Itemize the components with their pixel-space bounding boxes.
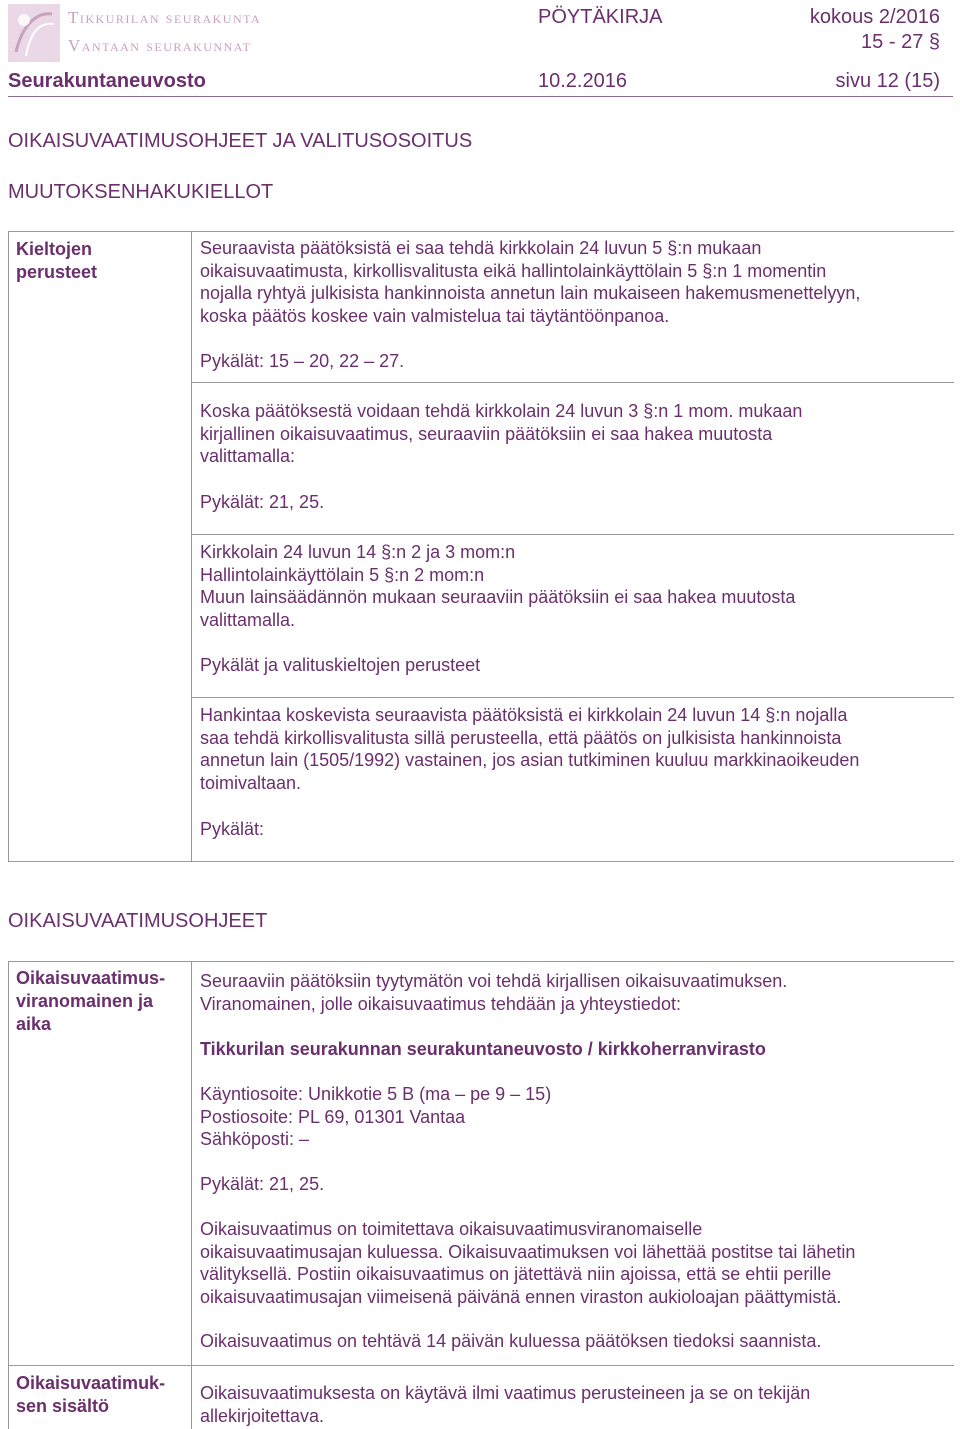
contact-details xyxy=(200,1083,551,1151)
content-label: Oikaisuvaatimuk- sen sisältö xyxy=(16,1373,166,1416)
meeting-number: kokous 2/2016 xyxy=(809,6,940,28)
text-line: oikaisuvaatimusta, kirkollisvalitusta eikä hallintolainkäyttölain 5 §:n 1 momentin xyxy=(200,260,827,281)
page-number: sivu 12 (15) xyxy=(835,70,940,92)
board-name: Seurakuntaneuvosto xyxy=(8,70,206,92)
instructions-intro xyxy=(200,970,787,1015)
text-line: valittamalla. xyxy=(200,609,296,630)
bans-paragraph-1 xyxy=(200,237,860,327)
row-divider xyxy=(192,697,954,698)
section-range: 15 - 27 § xyxy=(861,31,940,53)
text-line: annetun lain (1505/1992) vastainen, jos asian tutkiminen kuuluu markkinaoikeuden xyxy=(200,750,860,770)
email: Sähköposti: – xyxy=(200,1129,310,1149)
bans-sections-4: Pykälät: xyxy=(200,819,265,839)
page-title: OIKAISUVAATIMUSOHJEET JA VALITUSOSOITUS xyxy=(8,130,473,152)
meeting-date: 10.2.2016 xyxy=(538,70,627,92)
visiting-address: Käyntiosoite: Unikkotie 5 B (ma – pe 9 – 15) xyxy=(200,1084,552,1104)
text-line: nojalla ryhtyä julkisista hankinnoista annetun lain mukaiseen hakemusmenettelyyn, xyxy=(200,283,861,303)
instructions-table xyxy=(8,961,954,1429)
header-divider xyxy=(8,96,953,97)
text-line: Viranomainen, jolle oikaisuvaatimus tehdään ja yhteystiedot: xyxy=(200,993,681,1014)
bans-paragraph-3 xyxy=(200,541,795,631)
bans-sections-3: Pykälät ja valituskieltojen perusteet xyxy=(200,655,481,675)
row-divider xyxy=(192,382,954,383)
column-divider xyxy=(191,962,192,1429)
text-line: välityksellä. Postiin oikaisuvaatimus on jätettävä niin ajoissa, että se ehtii perille xyxy=(200,1264,832,1284)
text-line: Oikaisuvaatimuksesta on käytävä ilmi vaatimus perusteineen ja se on tekijän xyxy=(200,1383,811,1403)
text-line: Muun lainsäädännön mukaan seuraaviin päätöksiin ei saa hakea muutosta xyxy=(200,587,796,607)
text-line: Koska päätöksestä voidaan tehdä kirkkolain 24 luvun 3 §:n 1 mom. mukaan xyxy=(200,401,803,421)
content-requirements xyxy=(200,1382,810,1427)
text-line: koska päätös koskee vain valmistelua tai täytäntöönpanoa. xyxy=(200,305,670,326)
bans-paragraph-4 xyxy=(200,704,859,794)
bans-paragraph-2 xyxy=(200,400,802,468)
parish-name: Tikkurilan seurakunta xyxy=(68,8,262,27)
section-heading-instructions: OIKAISUVAATIMUSOHJEET xyxy=(8,910,268,932)
bans-table xyxy=(8,231,954,862)
instructions-sections: Pykälät: 21, 25. xyxy=(200,1174,325,1194)
deadline-text: Oikaisuvaatimus on tehtävä 14 päivän kuluessa päätöksen tiedoksi saannista. xyxy=(200,1331,822,1351)
text-line: Hallintolainkäyttölain 5 §:n 2 mom:n xyxy=(200,564,485,585)
text-line: Seuraaviin päätöksiin tyytymätön voi tehdä kirjallisen oikaisuvaatimuksen. xyxy=(200,971,788,991)
parish-union-name: Vantaan seurakunnat xyxy=(68,36,252,55)
text-line: allekirjoitettava. xyxy=(200,1405,325,1426)
text-line: Kirkkolain 24 luvun 14 §:n 2 ja 3 mom:n xyxy=(200,542,516,562)
parish-logo xyxy=(8,4,60,62)
text-line: Oikaisuvaatimus on toimitettava oikaisuvaatimusviranomaiselle xyxy=(200,1219,703,1239)
bans-sections-2: Pykälät: 21, 25. xyxy=(200,492,325,512)
text-line: oikaisuvaatimusajan kuluessa. Oikaisuvaatimuksen voi lähettää postitse tai lähetin xyxy=(200,1241,856,1262)
row-divider xyxy=(192,534,954,535)
column-divider xyxy=(191,232,192,861)
document-type: PÖYTÄKIRJA xyxy=(538,6,663,28)
bans-grounds-label: Kieltojen perusteet xyxy=(16,239,98,282)
text-line: saa tehdä kirkollisvalitusta sillä perusteella, että päätös on julkisista hankinnoista xyxy=(200,727,842,748)
postal-address: Postiosoite: PL 69, 01301 Vantaa xyxy=(200,1106,466,1127)
text-line: Seuraavista päätöksistä ei saa tehdä kirkkolain 24 luvun 5 §:n mukaan xyxy=(200,238,762,258)
text-line: oikaisuvaatimusajan viimeisenä päivänä ennen viraston aukioloajan päättymistä. xyxy=(200,1286,842,1307)
text-line: kirjallinen oikaisuvaatimus, seuraaviin päätöksiin ei saa hakea muutosta xyxy=(200,423,773,444)
row-divider xyxy=(9,1365,954,1366)
authority-name: Tikkurilan seurakunnan seurakuntaneuvosto / kirkkoherranvirasto xyxy=(200,1039,766,1059)
delivery-instructions xyxy=(200,1218,855,1308)
section-heading-bans: MUUTOKSENHAKUKIELLOT xyxy=(8,181,274,203)
text-line: toimivaltaan. xyxy=(200,772,302,793)
text-line: Hankintaa koskevista seuraavista päätöksistä ei kirkkolain 24 luvun 14 §:n nojalla xyxy=(200,705,848,725)
authority-and-time-label: Oikaisuvaatimus- viranomainen ja aika xyxy=(16,968,166,1034)
bans-sections-1: Pykälät: 15 – 20, 22 – 27. xyxy=(200,351,405,371)
text-line: valittamalla: xyxy=(200,446,296,466)
